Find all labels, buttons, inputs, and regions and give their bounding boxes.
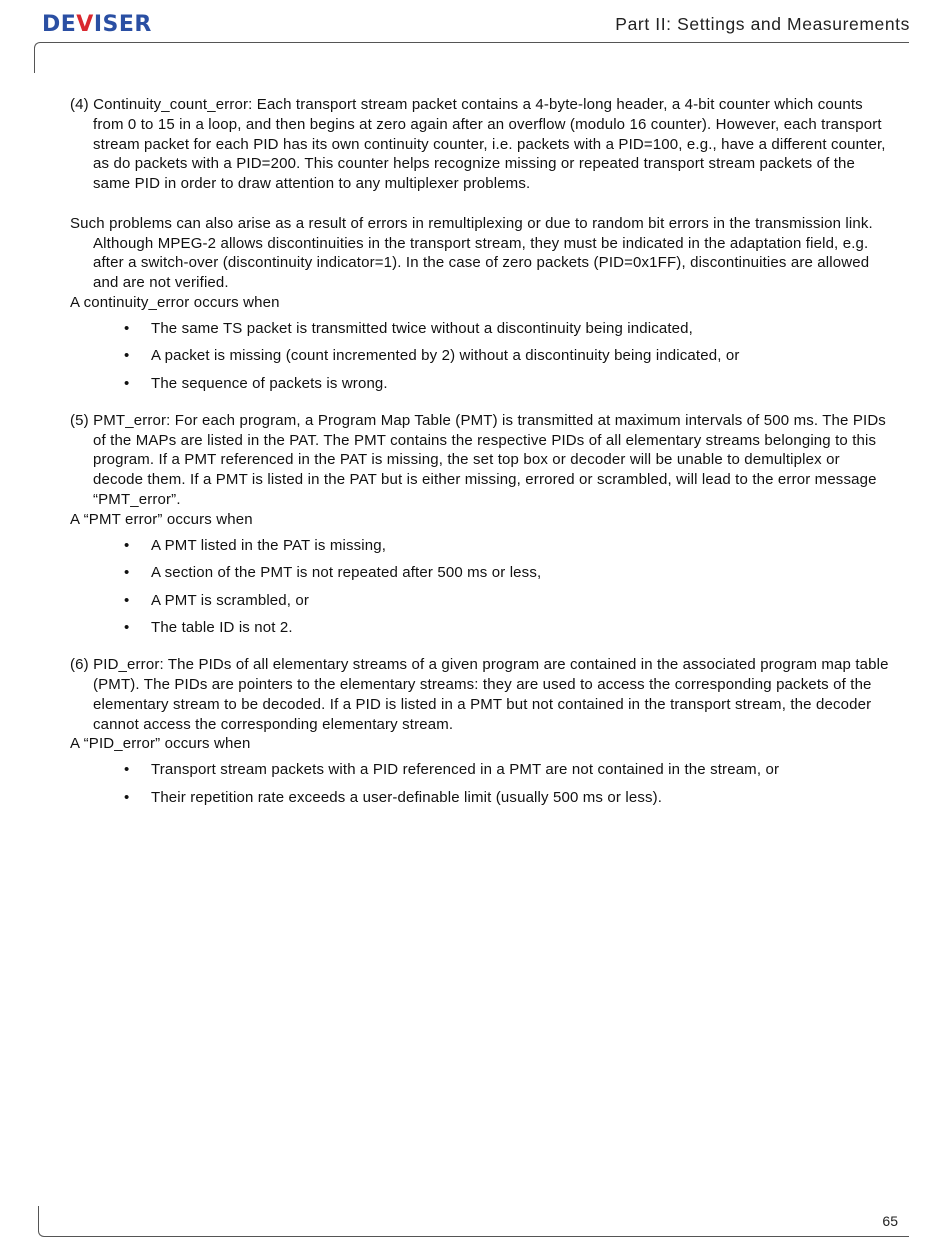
header-divider: [34, 42, 909, 73]
continuity-count-error-section: [70, 95, 890, 394]
list-lead: A “PMT error” occurs when: [70, 510, 253, 528]
page-number: 65: [882, 1213, 898, 1229]
pid-error-section: [70, 655, 890, 807]
list-item: • A packet is missing (count incremented by 2) without a discontinuity being indicated, or: [93, 346, 890, 366]
bullet-list: [93, 760, 890, 807]
paragraph: (6) PID_error: The PIDs of all elementary streams of a given program are contained in the associated program map table (PMT). The PIDs are pointers to the elementary streams: they are used to access the corresponding packets of the elementary stream to be decoded. If a PID is listed in a PMT but not contained in the transport stream, the decoder cannot access the corresponding elementary stream.: [70, 656, 889, 733]
bullet-list: [93, 319, 890, 394]
list-item: • The sequence of packets is wrong.: [93, 374, 890, 394]
footer-divider: [38, 1206, 909, 1237]
pmt-error-section: [70, 411, 890, 638]
bullet-list: [93, 536, 890, 639]
list-item: • A PMT is scrambled, or: [93, 591, 890, 611]
list-item: • The same TS packet is transmitted twice without a discontinuity being indicated,: [93, 319, 890, 339]
paragraph: Such problems can also arise as a result of errors in remultiplexing or due to random bit errors in the transmission link. Although MPEG-2 allows discontinuities in the transport stream, they must be indicated in the adaptation field, e.g. after a switch-over (discontinuity indicator=1). In the case of zero packets (PID=0x1FF), discontinuities are allowed and are not verified.: [70, 214, 873, 292]
list-item: • Transport stream packets with a PID referenced in a PMT are not contained in the stream, or: [93, 760, 890, 780]
list-item: • A PMT listed in the PAT is missing,: [93, 536, 890, 556]
list-item: • A section of the PMT is not repeated after 500 ms or less,: [93, 563, 890, 583]
deviser-logo: [42, 12, 152, 36]
header-title: Part II: Settings and Measurements: [615, 14, 910, 34]
document-body: [70, 95, 890, 824]
list-lead: A continuity_error occurs when: [70, 293, 280, 311]
list-item: • Their repetition rate exceeds a user-definable limit (usually 500 ms or less).: [93, 788, 890, 808]
list-lead: A “PID_error” occurs when: [70, 735, 251, 753]
list-item: • The table ID is not 2.: [93, 618, 890, 638]
logo-text: DEVISER: [42, 11, 152, 37]
paragraph: (5) PMT_error: For each program, a Program Map Table (PMT) is transmitted at maximum intervals of 500 ms. The PIDs of the MAPs are listed in the PAT. The PMT contains the respective PIDs of all elementary streams belonging to this program. If a PMT referenced in the PAT is missing, the set top box or decoder will be unable to demultiplex or decode them. If a PMT is listed in the PAT but is either missing, errored or scrambled, will lead to the error message “PMT_error”.: [70, 411, 886, 508]
paragraph: (4) Continuity_count_error: Each transport stream packet contains a 4-byte-long header, a 4-bit counter which counts from 0 to 15 in a loop, and then begins at zero again after an overflow (modulo 16 counter). However, each transport stream packet for each PID has its own continuity counter, i.e. packets with a PID=100, e.g., have a different counter, as do packets with a PID=200. This counter helps recognize missing or repeated transport stream packets of the same PID in order to draw attention to any multiplexer problems.: [70, 96, 886, 193]
